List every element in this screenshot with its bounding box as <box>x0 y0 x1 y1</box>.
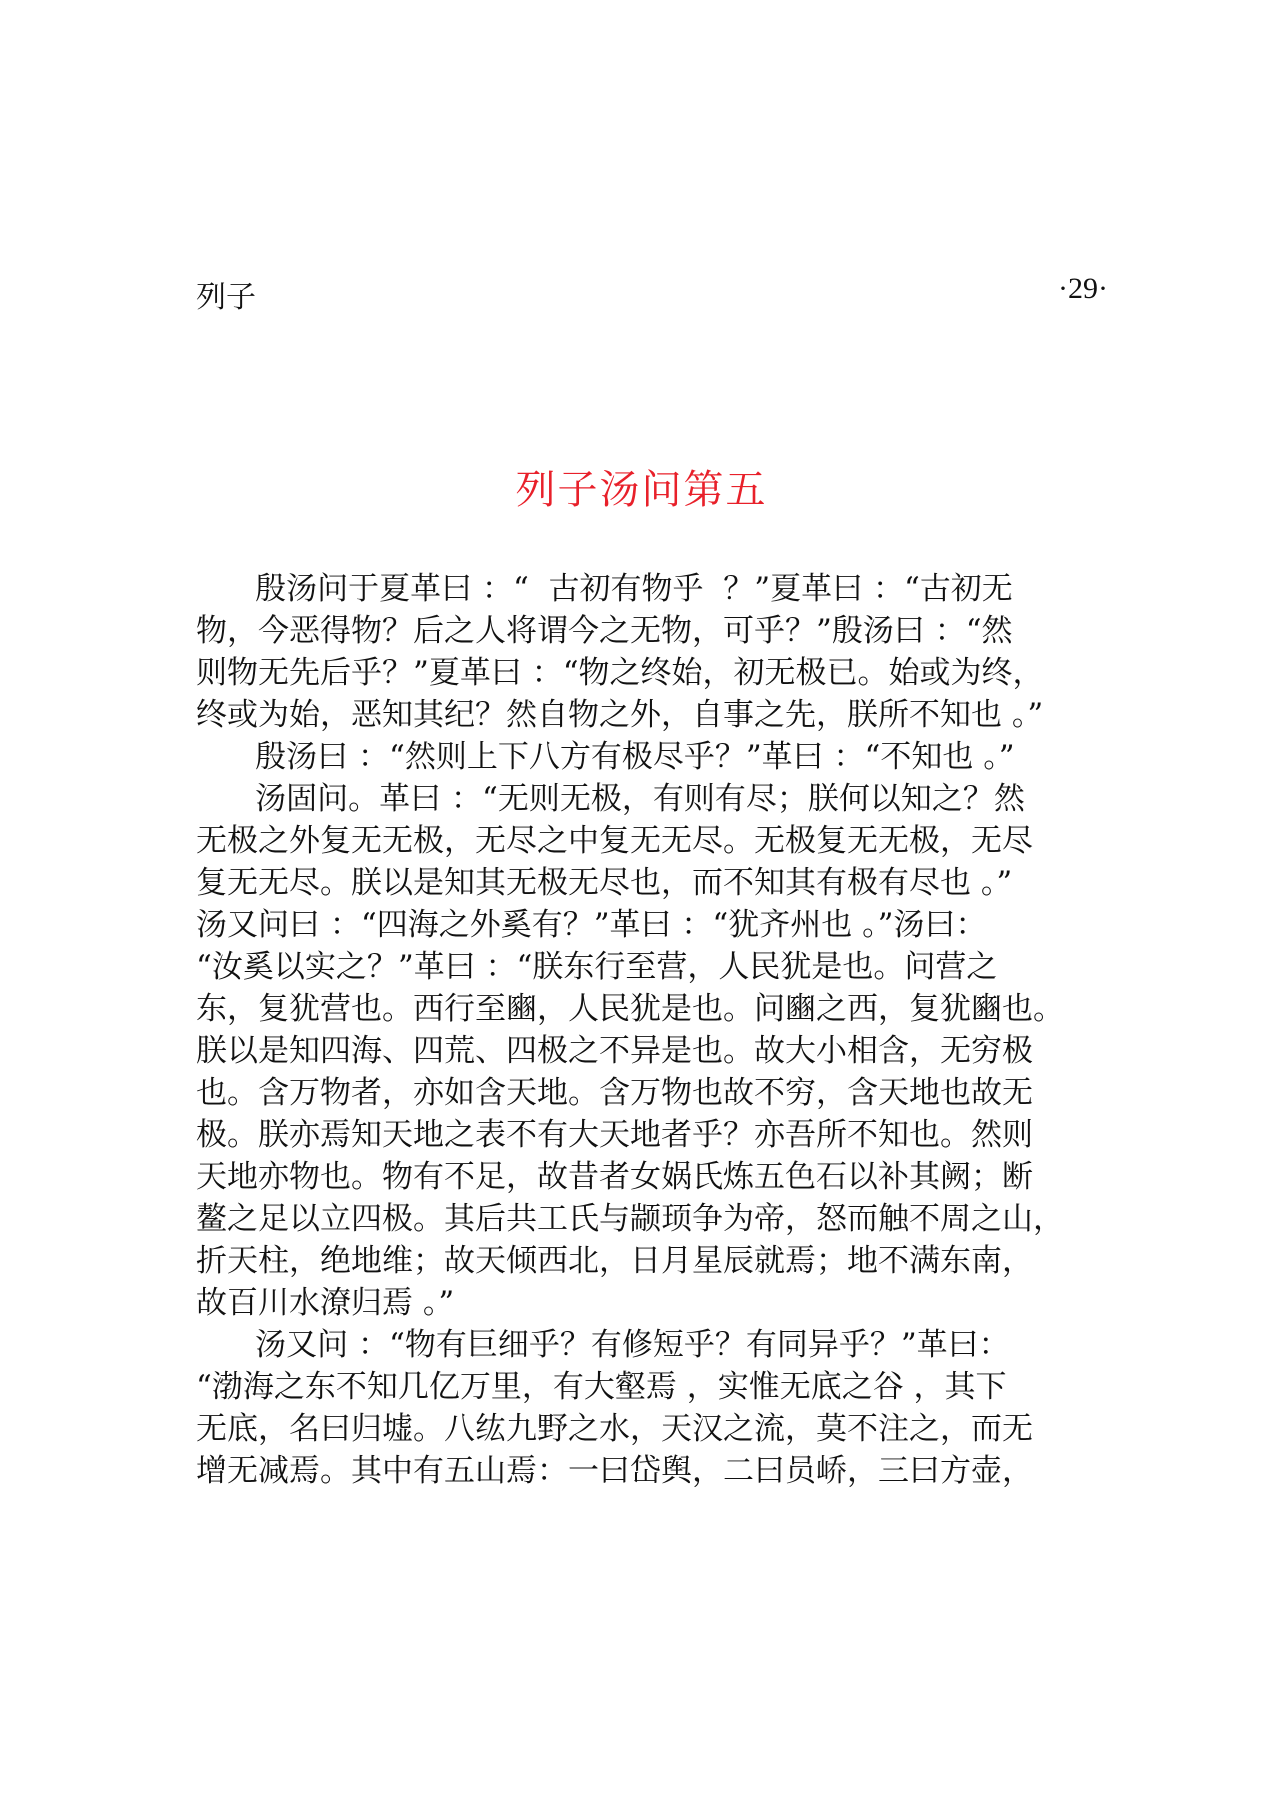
running-head <box>196 272 1108 315</box>
text-line: 东，复犹营也。西行至豳，人民犹是也。问豳之西，复犹豳也。 <box>196 991 1064 1027</box>
text-line: 极。朕亦焉知天地之表不有大天地者乎？亦吾所不知也。然则 <box>196 1117 1033 1153</box>
text-line: 无底，名曰归墟。八纮九野之水，天汉之流，莫不注之，而无 <box>196 1411 1033 1447</box>
text-line: 终或为始，恶知其纪？然自物之外，自事之先，朕所不知也 。” <box>196 697 1044 733</box>
text-line: “渤海之东不知几亿万里，有大壑焉 ，实惟无底之谷 ，其下 <box>196 1369 1007 1405</box>
text-line: 也。含万物者，亦如含天地。含万物也故不穷，含天地也故无 <box>196 1075 1033 1111</box>
text-line: 汤又问 ：“物有巨细乎？有修短乎？有同异乎？”革曰： <box>196 1327 1010 1363</box>
body-text <box>196 568 1108 1492</box>
text-line: 朕以是知四海、四荒、四极之不异是也。故大小相含，无穷极 <box>196 1033 1033 1069</box>
text-line: 折天柱，绝地维；故天倾西北，日月星辰就焉；地不满东南， <box>196 1243 1033 1279</box>
text-line: 殷汤问于夏革曰 ：“ 古初有物乎 ？”夏革曰 ：“古初无 <box>196 571 1013 607</box>
page-number: ·29· <box>1058 272 1108 305</box>
text-line: 物，今恶得物？后之人将谓今之无物，可乎？”殷汤曰 ：“然 <box>196 613 1013 649</box>
text-line: 殷汤曰 ：“然则上下八方有极尽乎？”革曰 ：“不知也 。” <box>196 739 1015 775</box>
text-line: “汝奚以实之？”革曰 ：“朕东行至营，人民犹是也。问营之 <box>196 949 998 985</box>
book-title: 列子 <box>196 280 256 315</box>
text-line: 汤又问曰 ：“四海之外奚有？”革曰 ：“犹齐州也 。”汤曰： <box>196 907 987 943</box>
text-line: 则物无先后乎？”夏革曰 ：“物之终始，初无极已。始或为终， <box>196 655 1044 691</box>
text-line: 无极之外复无无极，无尽之中复无无尽。无极复无无极，无尽 <box>196 823 1033 859</box>
text-line: 故百川水潦归焉 。” <box>196 1285 455 1321</box>
text-line: 汤固问。革曰 ：“无则无极，有则有尽；朕何以知之？然 <box>196 781 1025 817</box>
text-line: 鳌之足以立四极。其后共工氏与颛顼争为帝，怒而触不周之山， <box>196 1201 1064 1237</box>
text-line: 复无无尽。朕以是知其无极无尽也，而不知其有极有尽也 。” <box>196 865 1013 901</box>
text-line: 天地亦物也。物有不足，故昔者女娲氏炼五色石以补其阙；断 <box>196 1159 1033 1195</box>
chapter-title: 列子汤问第五 <box>515 467 768 513</box>
text-line: 增无减焉。其中有五山焉：一曰岱舆，二曰员峤，三曰方壶， <box>196 1453 1033 1489</box>
